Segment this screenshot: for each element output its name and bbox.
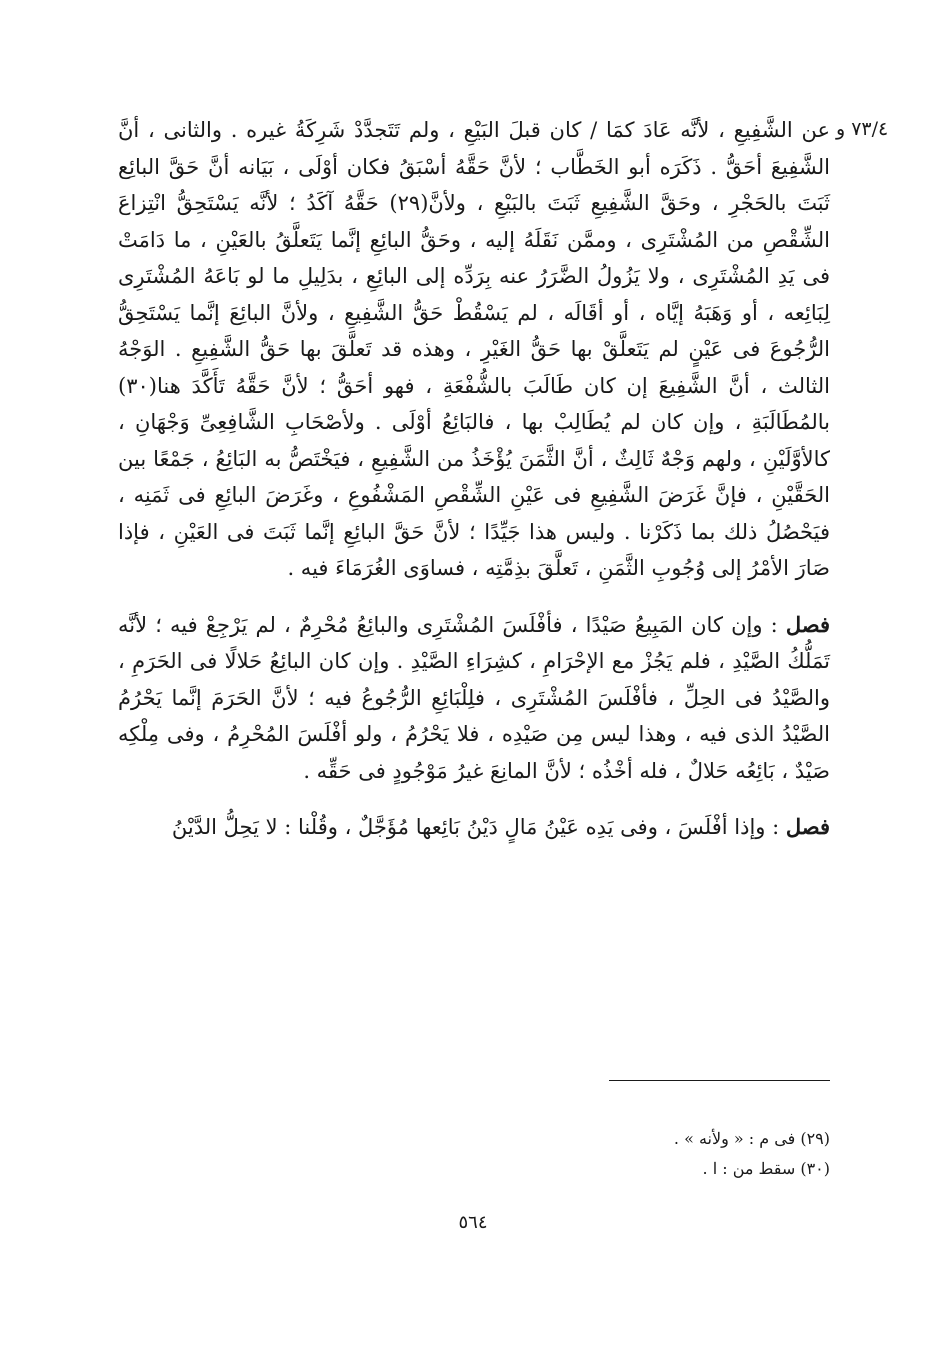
paragraph-1 xyxy=(118,112,830,587)
section-heading-fasl: فصل xyxy=(785,611,830,637)
footnote-29: (٢٩) فى م : « ولأنه » . xyxy=(673,1129,830,1148)
section-heading-fasl: فصل xyxy=(785,814,830,839)
paragraph-1-text: عن الشَّفِيعِ ، لأنَّه عَادَ كمَا / كان قبلَ البَيْعِ ، ولم تَتَجدَّدْ شَرِكَةُ غيره . والثانى ، أنَّ الشَّفِيعَ أحَقُّ . ذَكَرَه أبو الخَطَّاب ؛ لأنَّ حَقَّهُ أسْبَقُ فكان أوْلَى ، بَيَانه أنَّ حَقَّ البائِع ثَبَتَ بالحَجْرِ ، وحَقَّ الشَّفِيعِ ثَبَتَ بالبَيْعِ ، ولأنَّ(٢٩) حَقَّهُ آكَدُ ؛ لأنَّه يَسْتَحِقُّ انْتِزاعَ الشِّقْصِ من المُشْتَرِى ، وممَّن نَقَلَهُ إليه ، وحَقُّ البائِعِ إنَّما يَتَعلَّقُ بالعَيْنِ ، ما دَامَتْ فى يَدِ المُشْتَرِى ، ولا يَزُولُ الضَّرَرُ عنه بِرَدِّه إلى البائِعِ ، بدَلِيلِ ما لو بَاعَهُ المُشْتَرِى لِبَائِعه ، أو وَهَبَهُ إيَّاه ، أو أقَالَه ، لم يَسْقُطْ حَقُّ الشَّفِيعِ ، ولأنَّ البائِعَ إنَّما يَسْتَحِقُّ الرُّجُوعَ فى عَيْنٍ لم يَتَعلَّقْ بها حَقُّ الغَيْرِ ، وهذه قد تَعلَّقَ بها حَقُّ الشَّفِيعِ . الوَجْهُ الثالث ، أنَّ الشَّفِيعَ إن كان طَالَبَ بالشُّفْعَةِ ، فهو أحَقُّ ؛ لأنَّ حَقَّهُ تَأَكَّدَ هنا(٣٠) بالمُطَالَبَةِ ، وإن كان لم يُطَالِبْ بها ، فالبَائِعُ أوْلَى . ولأصْحَابِ الشَّافِعِىِّ وَجْهَانِ ، كالأوَّلَيْنِ ، ولهم وَجْهٌ ثَالِثٌ ، أنَّ الثَّمَنَ يُؤْخَذُ من الشَّفِيعِ ، فيَخْتَصُّ به البَائِعُ ، جَمْعًا بين الحَقَّيْنِ ، فإنَّ غَرَضَ الشَّفِيعِ فى عَيْنِ الشِّقْصِ المَشْفُوعِ ، وغَرَضَ البائِعِ فى ثَمَنِه ، فيَحْصُلُ ذلك بما ذَكَرْنا . وليس هذا جَيِّدًا ؛ لأنَّ حَقَّ البائِعِ إنَّما ثَبَتَ فى العَيْنِ ، فإذا صَارَ الأمْرُ إلى وُجُوبِ الثَّمَنِ ، تَعلَّقَ بذِمَّتِه ، فساوَى الغُرَمَاءَ فيه . xyxy=(118,118,831,580)
footnote-30: (٣٠) سقط من : ا . xyxy=(702,1159,830,1178)
paragraph-3-section xyxy=(118,809,830,846)
paragraph-3-text: : وإذا أفْلَسَ ، وفى يَدِه عَيْنُ مَالٍ دَيْنُ بَائِعها مُؤَجَّلٌ ، وقُلْنا : لا يَحِلُّ الدَّيْنُ xyxy=(171,815,786,839)
paragraph-2-section xyxy=(118,607,830,790)
footnote-divider xyxy=(609,1080,830,1081)
footnotes xyxy=(520,1124,830,1184)
main-text xyxy=(118,112,830,846)
margin-folio-reference: ٧٣/٤ و xyxy=(836,118,889,140)
paragraph-2-text: : وإن كان المَبِيعُ صَيْدًا ، فأفْلَسَ المُشْتَرِى والبائِعُ مُحْرِمٌ ، لم يَرْجِعْ فيه ؛ لأنَّه تَمَلُّكُ الصَّيْدِ ، فلم يَجُزْ مع الإحْرَامِ ، كشِرَاءِ الصَّيْدِ . وإن كان البائِعُ حَلالًا فى الحَرَمِ ، والصَّيْدُ فى الحِلِّ ، فأفْلَسَ المُشْتَرِى ، فلِلْبَائِعِ الرُّجُوعُ فيه ؛ لأنَّ الحَرَمَ إنَّما يَحْرُمُ الصَّيْدُ الذى فيه ، وهذا ليس مِن صَيْدِه ، فلا يَحْرُمُ ، ولو أفْلَسَ المُحْرِمُ ، وفى مِلْكِه صَيْدٌ ، بَائِعُه حَلالٌ ، فله أخْذُه ؛ لأنَّ المانِعَ غيرُ مَوْجُودٍ فى حَقِّه . xyxy=(118,612,830,783)
page-number: ٥٦٤ xyxy=(458,1212,488,1233)
